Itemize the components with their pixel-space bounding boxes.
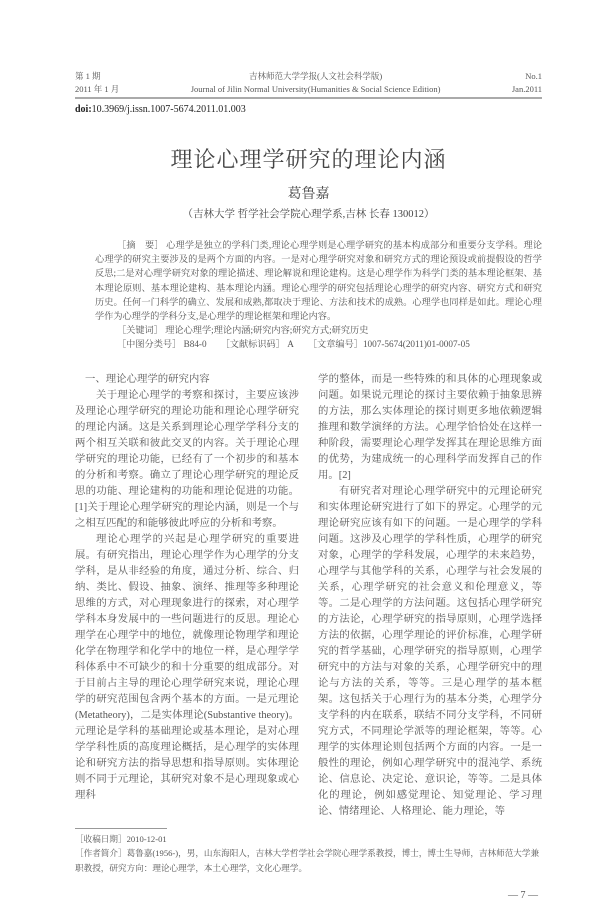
issue-en: No.1: [525, 71, 542, 81]
journal-en: Journal of Jilin Normal University(Humanities & Social Science Edition): [190, 84, 441, 94]
doi[interactable]: [75, 103, 542, 116]
section-heading: 一、理论心理学的研究内容: [85, 373, 210, 385]
article-no-value: 1007-5674(2011)01-0007-05: [362, 339, 470, 350]
article-no-label: ［文章编号］: [307, 339, 363, 350]
body-paragraph: 有研究者对理论心理学研究中的元理论研究和实体理论研究进行了如下的界定。心理学的元理论研究应该有如下的问题。一是心理学的学科问题。这涉及心理学的学科性质，心理学的研究对象，心理学的学科发展，心理学的未来趋势，心理学与其他学科的关系，心理学与社会发展的关系，心理学研究的社会意义和伦理意义，等等。二是心理学的方法问题。这包括心理学研究的方法论，心理学研究的指导原则，心理学选择方法的依据，心理学理论的评价标准，心理学研究的哲学基础，心理学研究的指导原则，心理学研究中的方法与对象的关系，心理学研究中的理论与方法的关系，等等。三是心理学的基本框架。这包括关于心理行为的基本分类，心理学分支学科的内在联系，联结不同分支学科，不同研究方式，不同理论学派等的理论框架，等等。心理学的实体理论则包括两个方面的内容。一是一般性的理论，例如心理学研究中的混沌学、系统论、信息论、决定论、意识论，等等。二是具体化的理论，例如感觉理论、知觉理论、学习理论、情绪理论、人格理论、能力理论，等: [318, 485, 542, 817]
doc-code-value: A: [287, 339, 294, 350]
footnotes: [75, 832, 542, 876]
body-paragraph-continued: 学的整体，而是一些特殊的和具体的心理现象或问题。如果说元理论的探讨主要依赖于抽象思辨的方法，那么实体理论的探讨则更多地依赖逻辑推理和数学演绎的方法。心理学恰恰处在这样一种阶段，需要理论心理学发挥其在理论思维方面的优势，为建成统一的心理科学而发挥自己的作用。[2]: [318, 373, 542, 481]
body-paragraph: 关于理论心理学的考察和探讨，主要应该涉及理论心理学研究的理论功能和理论心理学研究的理论内涵。这是关系到理论心理学学科分支的两个相互关联和彼此交叉的内容。关于理论心理学研究的理论功能，已经有了一个初步的和基本的分析和考察。确立了理论心理学研究的理论反思的功能、理论建构的功能和理论促进的功能。[1]关于理论心理学研究的理论内涵，则是一个与之相互匹配的和能够彼此呼应的分析和考察。: [75, 389, 299, 529]
doc-code: [221, 337, 294, 351]
clc-value: B84-0: [183, 339, 207, 350]
body-column-right: [318, 372, 542, 820]
author-bio-label: ［作者简介］: [75, 848, 127, 859]
header-rule: [75, 97, 542, 99]
classification-line: [117, 337, 542, 351]
running-header: [75, 70, 542, 96]
date-cn: 2011 年 1 月: [75, 84, 120, 94]
doc-code-label: ［文献标识码］: [220, 339, 285, 350]
footnote-rule: [75, 828, 167, 829]
clc: [117, 337, 207, 351]
doi-label: doi:: [75, 104, 92, 115]
body-column-left: [75, 372, 299, 820]
date-en: Jan.2011: [511, 84, 542, 94]
page-number: — 7 —: [508, 890, 538, 902]
received-label: ［收稿日期］: [75, 833, 127, 844]
keywords-text: 理论心理学;理论内涵;研究内容;研究方式;研究历史: [165, 325, 369, 336]
running-header-center: [131, 70, 500, 96]
abstract-text: 心理学是独立的学科门类,理论心理学则是心理学研究的基本构成部分和重要分支学科。理论心理学的研究主要涉及的是两个方面的内容。一是对心理学研究对象和研究方式的理论预设或前提假设的哲学反思;二是对心理学研究对象的理论描述、理论解说和理论建构。这是心理学作为科学门类的基本理论框架、基本理论原则、基本理论建构、基本理论内涵。理论心理学的研究包括理论心理学的研究内容、研究方式和研究历史。任何一门科学的确立、发展和成熟,都取决于理论、方法和技术的成熟。心理学也同样是如此。理论心理学作为心理学的学科分支,是心理学的理论框架和理论内容。: [95, 240, 543, 322]
received-value: 2010-12-01: [126, 833, 167, 844]
doi-value: 10.3969/j.issn.1007-5674.2011.01.003: [91, 104, 246, 115]
abstract: [95, 238, 542, 323]
author-bio-text: 葛鲁嘉(1956-)，男，山东海阳人，吉林大学哲学社会学院心理学系教授，博士，博士生导师，吉林师范大学兼职教授，研究方向：理论心理学，本土心理学，文化心理学。: [75, 848, 540, 873]
keywords-label: ［关键词］: [117, 325, 163, 336]
keywords: [117, 323, 542, 337]
running-header-right: [512, 70, 542, 96]
abstract-block: [95, 238, 542, 352]
abstract-label: ［摘 要］: [117, 240, 164, 250]
article-no: [308, 337, 470, 351]
running-header-left: [75, 70, 119, 96]
paper-title: 理论心理学研究的理论内涵: [170, 147, 447, 172]
author-name: 葛鲁嘉: [287, 187, 330, 202]
clc-label: ［中图分类号］: [117, 339, 182, 350]
author-affiliation: （吉林大学 哲学社会学院心理学系,吉林 长春 130012）: [182, 209, 435, 220]
author-bio: [75, 846, 542, 875]
journal-cn: 吉林师范大学学报(人文社会科学版): [249, 71, 383, 81]
body-columns: [75, 372, 542, 820]
body-paragraph: 理论心理学的兴起是心理学研究的重要进展。有研究指出，理论心理学作为心理学的分支学科，是从非经验的角度，通过分析、综合、归纳、类比、假设、抽象、演绎、推理等多种理论思维的方式，对心理现象进行的探索，对心理学学科本身发展中的一些问题进行的反思。理论心理学在心理学中的地位，就像理论物理学和理论化学在物理学和化学中的地位一样，是心理学学科体系中不可缺少的和十分重要的组成部分。对于目前占主导的理论心理学研究来说，理论心理学的研究范围包含两个基本的方面。一是元理论(Metatheory)，二是实体理论(Substantive theory)。元理论是学科的基础理论或基本理论，是对心理学学科性质的高度理论概括，是心理学的实体理论和研究方法的指导思想和指导原则。实体理论则不同于元理论，其研究对象不是心理现象或心理科: [75, 533, 299, 801]
issue-cn: 第 1 期: [75, 71, 101, 81]
received-date: [75, 832, 542, 847]
